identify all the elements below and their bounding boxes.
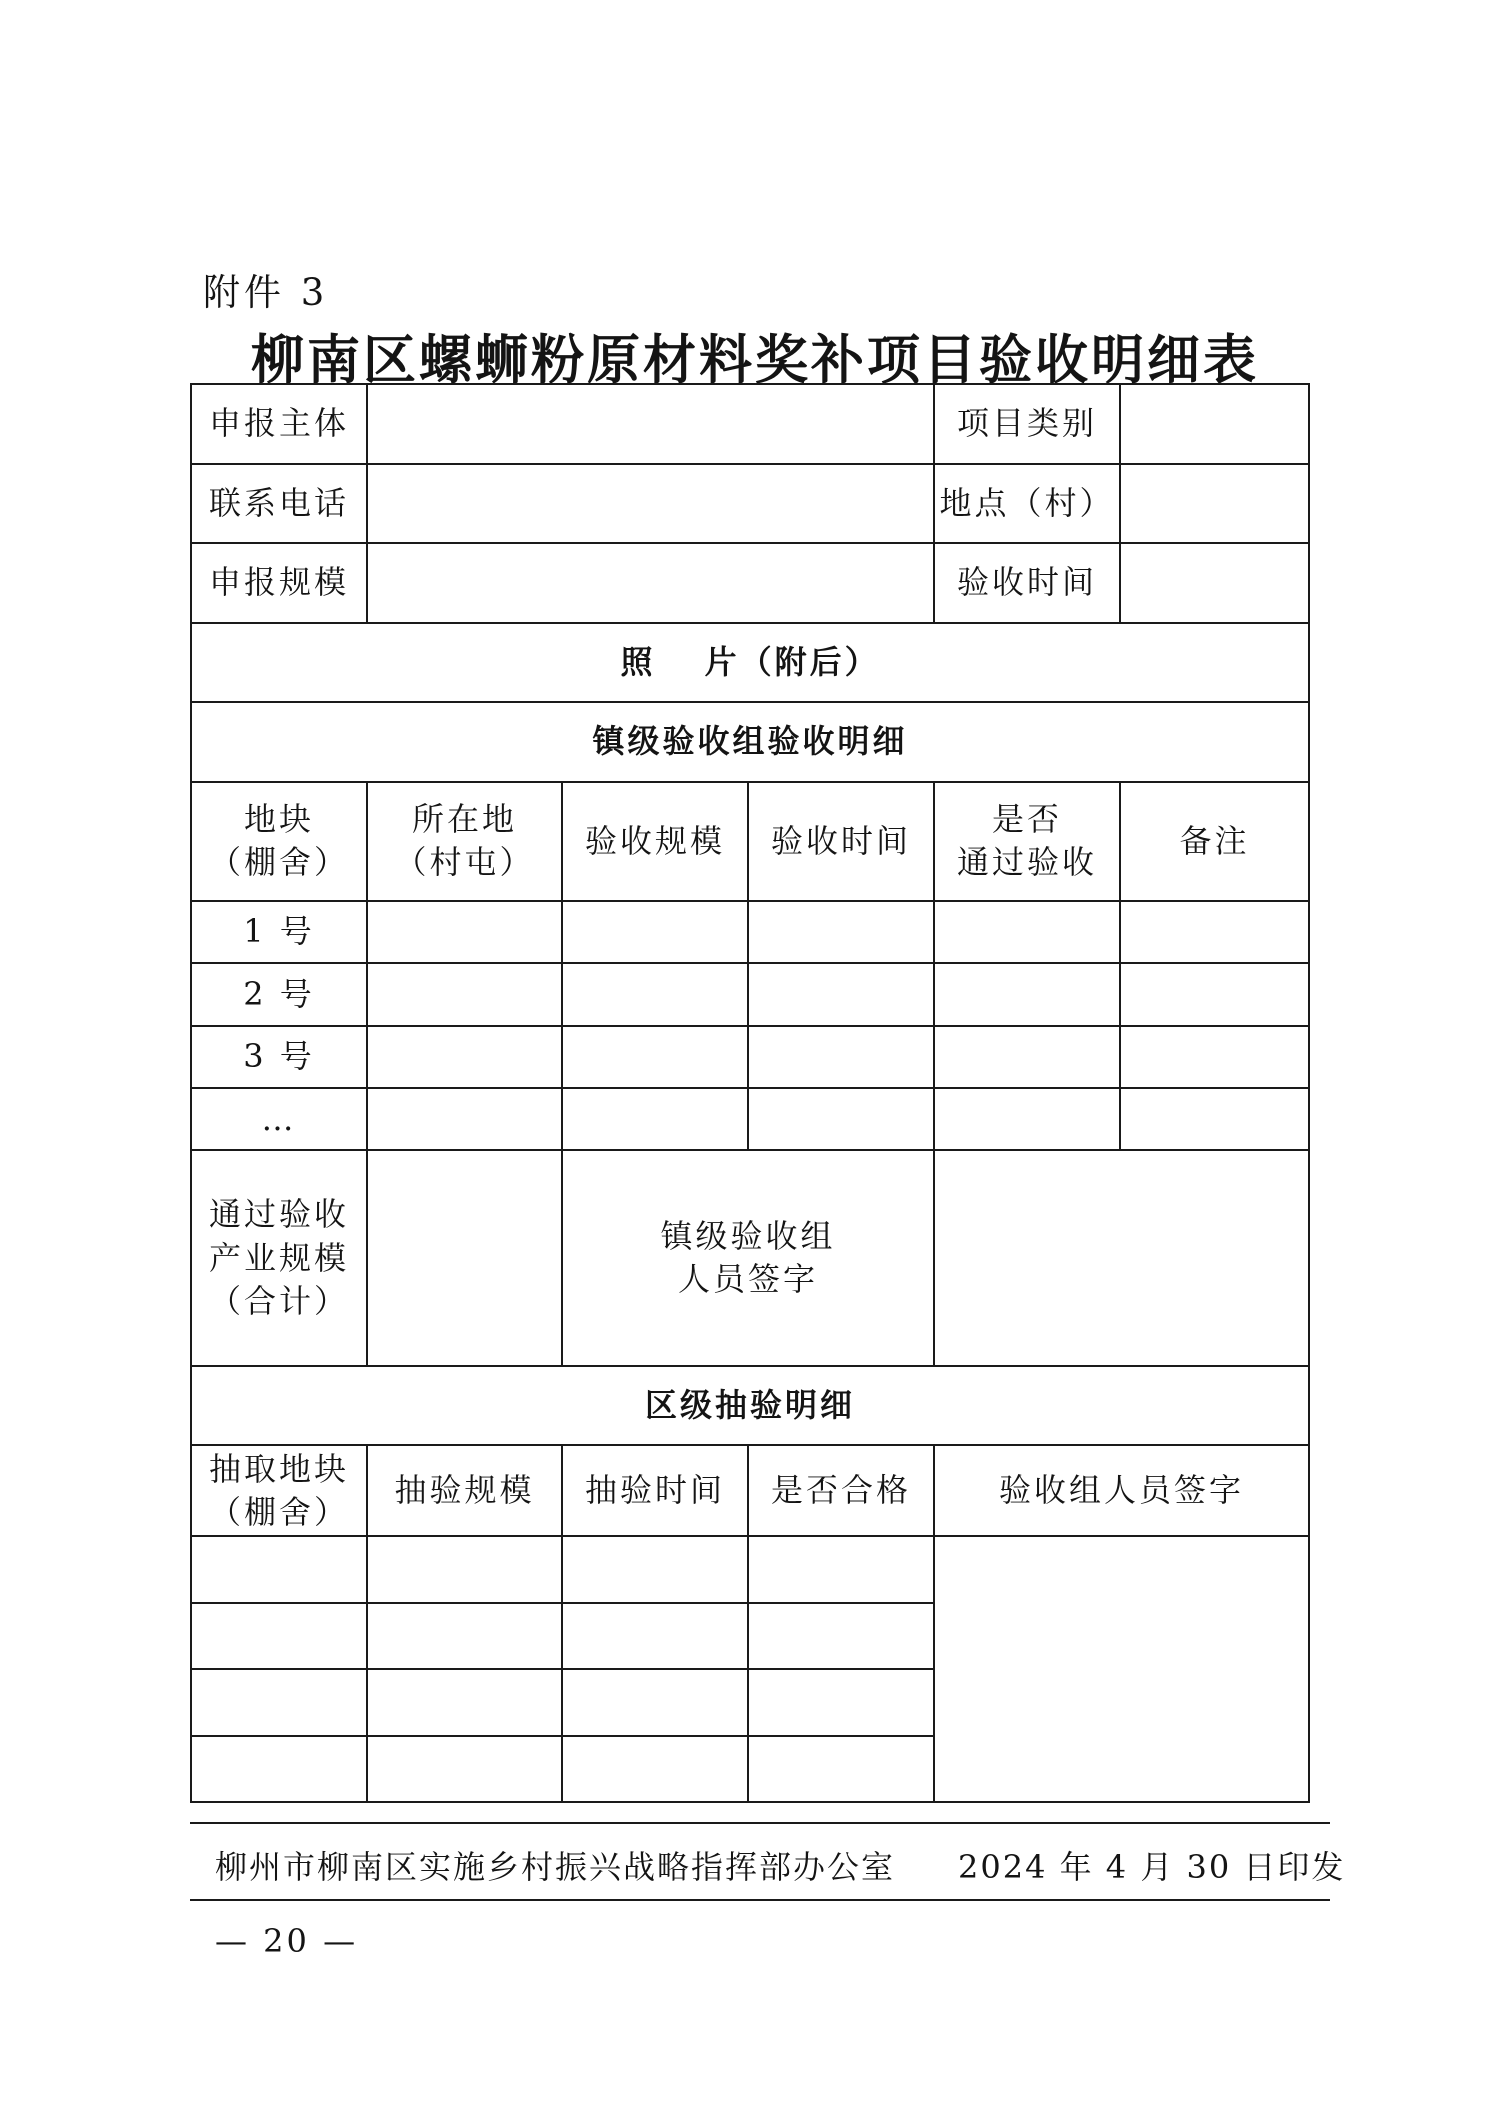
town-row-location-cell[interactable] xyxy=(367,1088,562,1150)
town-col-location xyxy=(367,782,562,901)
passed-scale-line2: 产业规模 xyxy=(208,1238,349,1277)
town-signature-line1: 镇级验收组 xyxy=(660,1216,836,1255)
applicant-label: 申报主体 xyxy=(191,384,367,464)
district-col-signature: 验收组人员签字 xyxy=(934,1445,1309,1536)
district-row-scale-cell[interactable] xyxy=(367,1603,562,1669)
photo-section-heading: 照 片（附后） xyxy=(191,623,1309,703)
form-row-scale xyxy=(191,543,1309,623)
town-row xyxy=(191,963,1309,1025)
district-row-plot-cell[interactable] xyxy=(191,1536,367,1602)
town-row-scale-cell[interactable] xyxy=(562,901,748,963)
inspection-time-label: 验收时间 xyxy=(934,543,1120,623)
scale-label: 申报规模 xyxy=(191,543,367,623)
district-col-plot-line2: （棚舍） xyxy=(208,1492,349,1531)
district-column-headers xyxy=(191,1445,1309,1536)
town-col-time: 验收时间 xyxy=(748,782,934,901)
district-row-scale-cell[interactable] xyxy=(367,1669,562,1735)
town-section-heading: 镇级验收组验收明细 xyxy=(191,702,1309,782)
form-title: 柳南区螺蛳粉原材料奖补项目验收明细表 xyxy=(251,330,1259,391)
town-row-label: 1 号 xyxy=(191,901,367,963)
town-col-passed xyxy=(934,782,1120,901)
district-row-plot-cell[interactable] xyxy=(191,1603,367,1669)
phone-field[interactable] xyxy=(367,464,934,544)
district-col-plot xyxy=(191,1445,367,1536)
district-section-heading: 区级抽验明细 xyxy=(191,1366,1309,1446)
town-row xyxy=(191,1026,1309,1088)
district-row-qualified-cell[interactable] xyxy=(748,1736,934,1802)
phone-label: 联系电话 xyxy=(191,464,367,544)
district-row-plot-cell[interactable] xyxy=(191,1736,367,1802)
inspection-time-field[interactable] xyxy=(1120,543,1309,623)
town-col-plot-line1: 地块 xyxy=(243,800,314,838)
issue-date: 2024 年 4 月 30 日印发 xyxy=(958,1848,1346,1886)
town-col-passed-line1: 是否 xyxy=(992,800,1063,838)
district-col-plot-line1: 抽取地块 xyxy=(208,1449,349,1488)
district-row-scale-cell[interactable] xyxy=(367,1736,562,1802)
town-row-label: 2 号 xyxy=(191,963,367,1025)
district-rows xyxy=(191,1536,1309,1802)
inspection-form-table xyxy=(190,383,1310,1803)
town-row-location-cell[interactable] xyxy=(367,1026,562,1088)
district-signature-field[interactable] xyxy=(934,1536,1309,1802)
town-rows xyxy=(191,901,1309,1151)
town-signature-line2: 人员签字 xyxy=(678,1260,819,1299)
town-col-plot xyxy=(191,782,367,901)
town-section-row xyxy=(191,702,1309,782)
town-row-remarks-cell[interactable] xyxy=(1120,963,1309,1025)
district-row-time-cell[interactable] xyxy=(562,1536,748,1602)
town-row-location-cell[interactable] xyxy=(367,901,562,963)
town-row-time-cell[interactable] xyxy=(748,1026,934,1088)
town-row-time-cell[interactable] xyxy=(748,1088,934,1150)
page-number: — 20 — xyxy=(215,1922,359,1960)
district-row-time-cell[interactable] xyxy=(562,1603,748,1669)
district-row-qualified-cell[interactable] xyxy=(748,1603,934,1669)
district-col-time: 抽验时间 xyxy=(562,1445,748,1536)
town-row-passed-cell[interactable] xyxy=(934,1026,1120,1088)
form-row-applicant xyxy=(191,384,1309,464)
passed-scale-field[interactable] xyxy=(367,1150,562,1366)
town-row-scale-cell[interactable] xyxy=(562,963,748,1025)
applicant-field[interactable] xyxy=(367,384,934,464)
district-row-scale-cell[interactable] xyxy=(367,1536,562,1602)
town-row-scale-cell[interactable] xyxy=(562,1088,748,1150)
footer-rule-bottom xyxy=(190,1899,1330,1901)
town-col-plot-line2: （棚舍） xyxy=(208,843,349,882)
scale-field[interactable] xyxy=(367,543,934,623)
town-row-scale-cell[interactable] xyxy=(562,1026,748,1088)
attachment-label: 附件 3 xyxy=(203,271,329,314)
district-row-qualified-cell[interactable] xyxy=(748,1669,934,1735)
town-row-remarks-cell[interactable] xyxy=(1120,901,1309,963)
town-row-passed-cell[interactable] xyxy=(934,1088,1120,1150)
location-label: 地点（村） xyxy=(934,464,1120,544)
town-row-label: 3 号 xyxy=(191,1026,367,1088)
district-row-plot-cell[interactable] xyxy=(191,1669,367,1735)
town-row-passed-cell[interactable] xyxy=(934,901,1120,963)
location-field[interactable] xyxy=(1120,464,1309,544)
footer-rule-top xyxy=(190,1822,1330,1824)
passed-scale-line3: （合计） xyxy=(208,1281,349,1320)
category-label: 项目类别 xyxy=(934,384,1120,464)
district-row xyxy=(191,1536,1309,1602)
district-row-time-cell[interactable] xyxy=(562,1736,748,1802)
district-col-qualified: 是否合格 xyxy=(748,1445,934,1536)
town-signature-field[interactable] xyxy=(934,1150,1309,1366)
district-col-scale: 抽验规模 xyxy=(367,1445,562,1536)
town-row-remarks-cell[interactable] xyxy=(1120,1088,1309,1150)
town-row-passed-cell[interactable] xyxy=(934,963,1120,1025)
town-col-location-line2: （村屯） xyxy=(394,843,535,882)
town-col-scale: 验收规模 xyxy=(562,782,748,901)
issuing-office: 柳州市柳南区实施乡村振兴战略指挥部办公室 xyxy=(215,1848,896,1886)
district-row-time-cell[interactable] xyxy=(562,1669,748,1735)
district-row-qualified-cell[interactable] xyxy=(748,1536,934,1602)
town-row-time-cell[interactable] xyxy=(748,901,934,963)
town-row xyxy=(191,1088,1309,1150)
town-col-passed-line2: 通过验收 xyxy=(957,843,1098,882)
town-row xyxy=(191,901,1309,963)
town-row-label: … xyxy=(191,1088,367,1150)
town-summary-row xyxy=(191,1150,1309,1366)
town-column-headers xyxy=(191,782,1309,901)
town-col-location-line1: 所在地 xyxy=(411,800,517,838)
passed-scale-label xyxy=(191,1150,367,1366)
town-row-time-cell[interactable] xyxy=(748,963,934,1025)
town-row-location-cell[interactable] xyxy=(367,963,562,1025)
photo-section-row xyxy=(191,623,1309,703)
category-field[interactable] xyxy=(1120,384,1309,464)
form-row-phone xyxy=(191,464,1309,544)
town-col-remarks: 备注 xyxy=(1120,782,1309,901)
passed-scale-line1: 通过验收 xyxy=(208,1195,349,1234)
district-section-row xyxy=(191,1366,1309,1446)
town-signature-label xyxy=(562,1150,934,1366)
town-row-remarks-cell[interactable] xyxy=(1120,1026,1309,1088)
